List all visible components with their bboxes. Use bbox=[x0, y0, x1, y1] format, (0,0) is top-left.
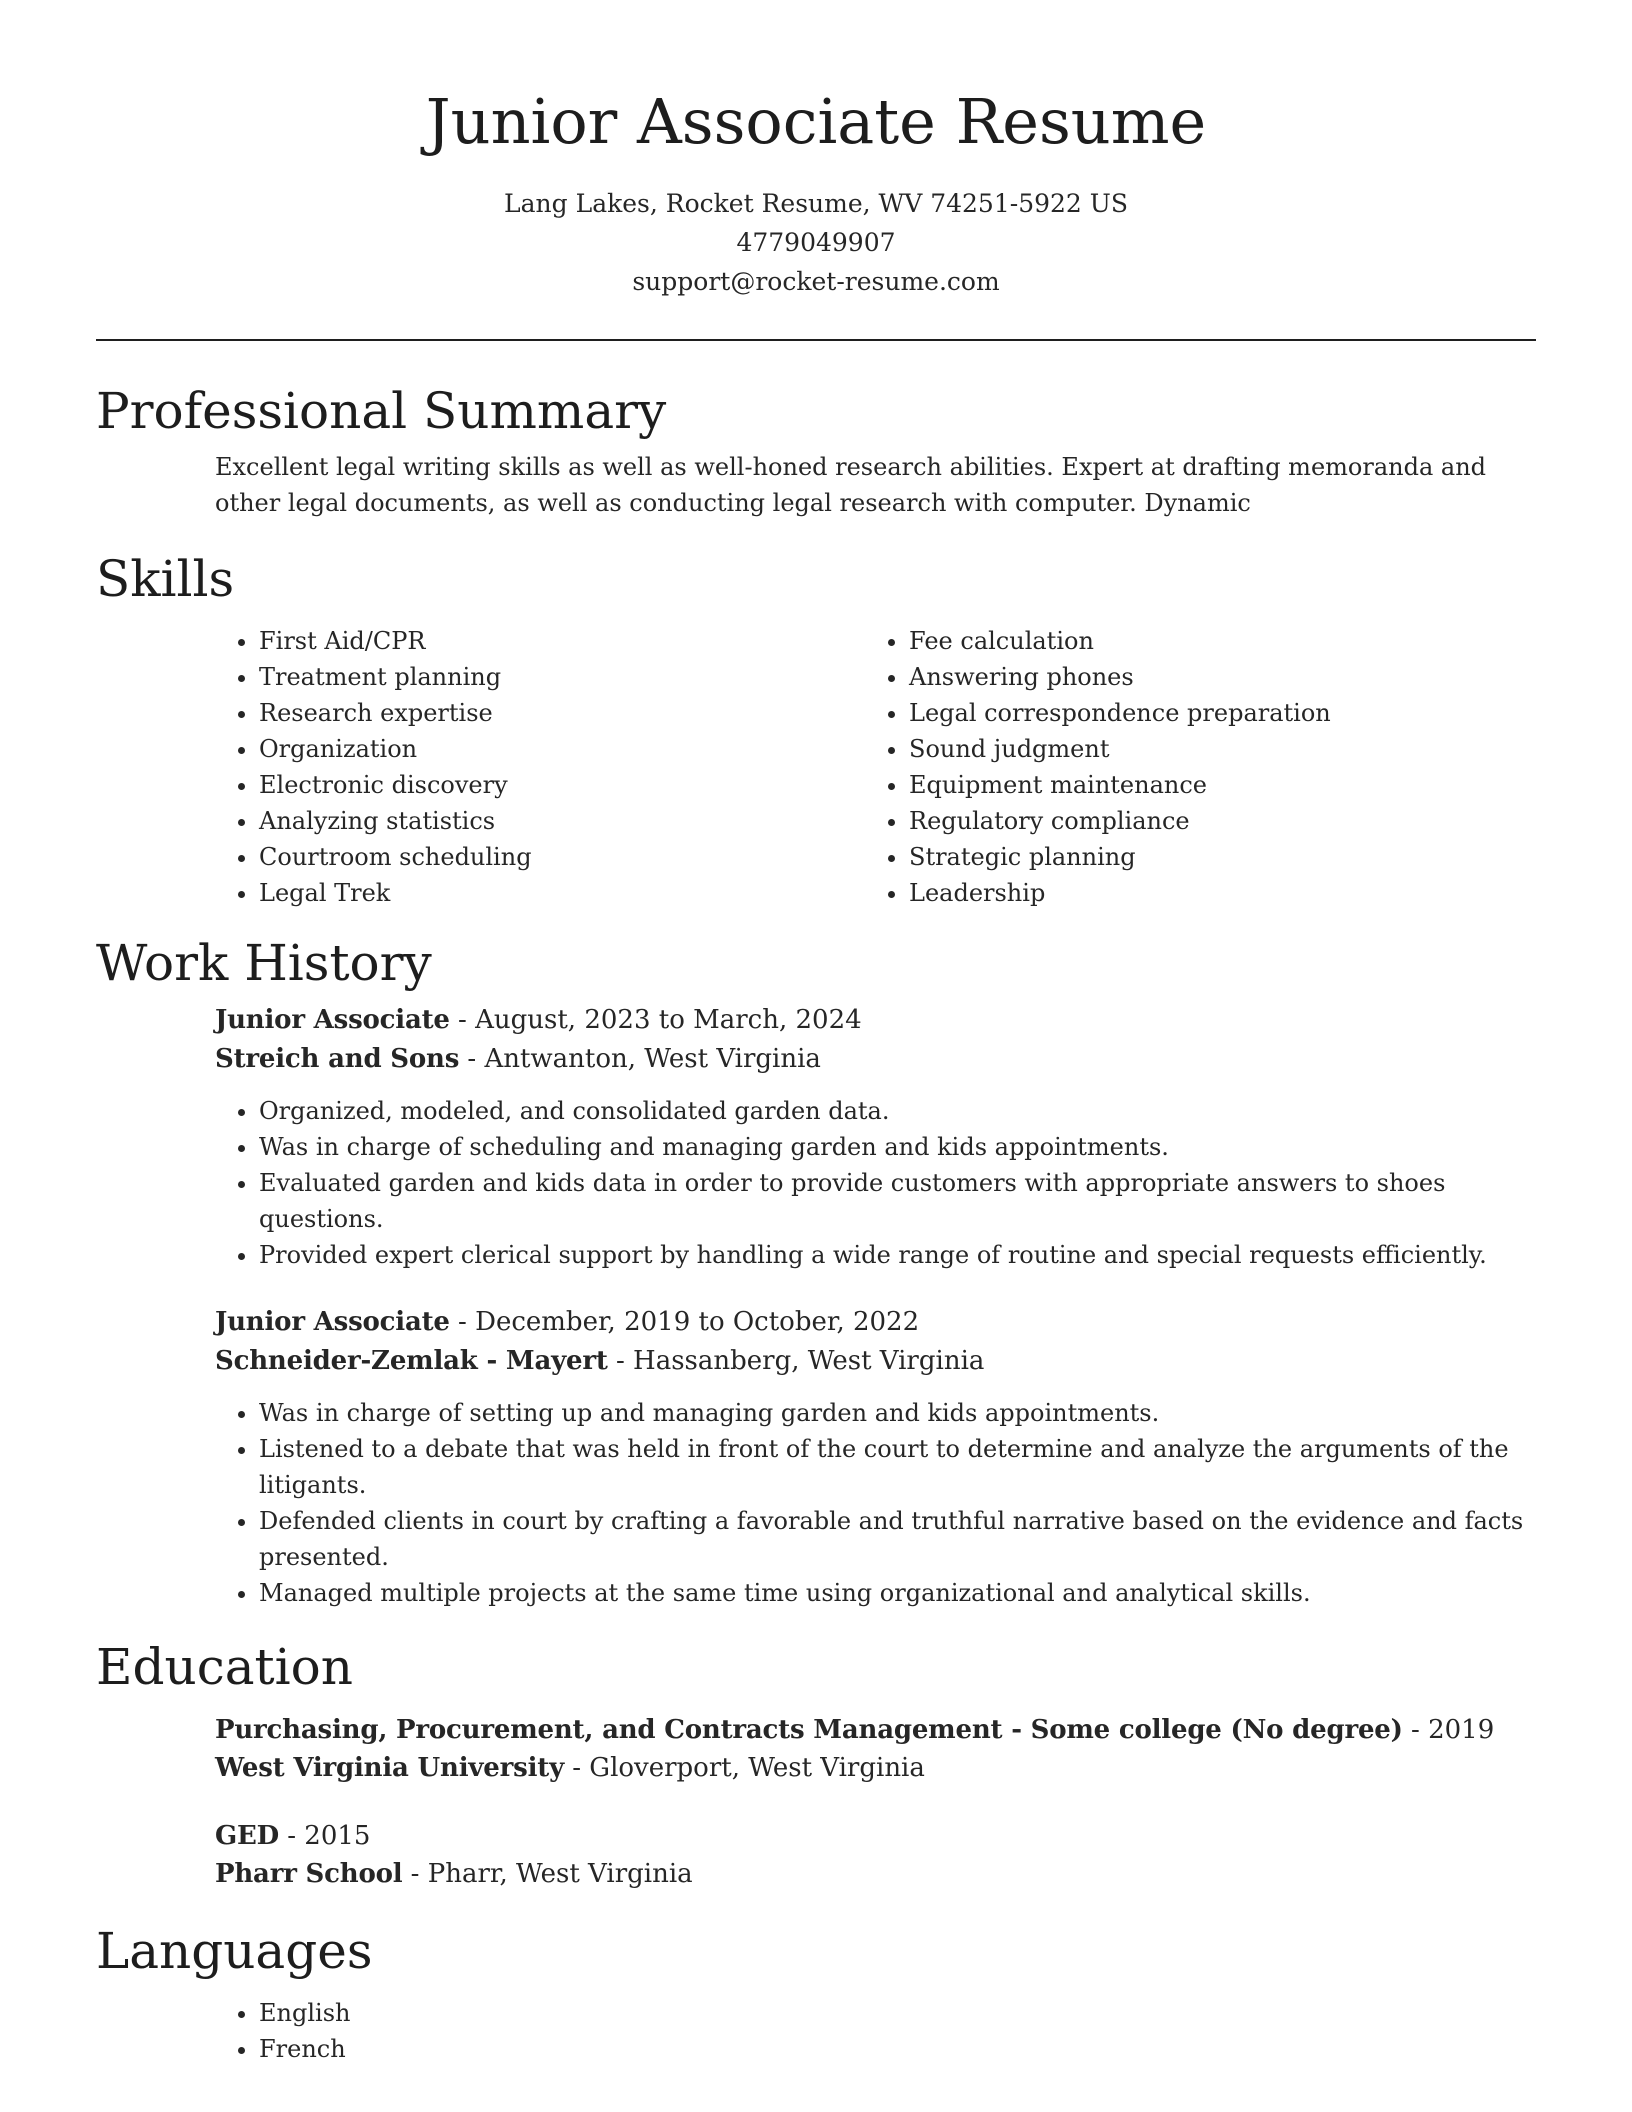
job-title: Junior Associate bbox=[215, 1005, 450, 1035]
language-item: • English bbox=[259, 1995, 1536, 2031]
education-degree: GED bbox=[215, 1821, 279, 1851]
job-company: Streich and Sons bbox=[215, 1044, 460, 1074]
languages-heading: Languages bbox=[96, 1922, 373, 1980]
job-title-line bbox=[215, 1001, 1536, 1040]
education-entry bbox=[215, 1711, 1536, 1787]
resume-header bbox=[96, 0, 1536, 301]
skill-item: • Analyzing statistics bbox=[259, 803, 865, 839]
education-school: Pharr School bbox=[215, 1859, 403, 1889]
skill-item: • Electronic discovery bbox=[259, 767, 865, 803]
job-bullet: • Evaluated garden and kids data in order to provide customers with appropriate answers to shoes questions. bbox=[259, 1165, 1536, 1237]
skill-item: • Courtroom scheduling bbox=[259, 839, 865, 875]
job-bullet: • Defended clients in court by crafting a favorable and truthful narrative based on the evidence and facts presented. bbox=[259, 1503, 1536, 1575]
education-entry bbox=[215, 1817, 1536, 1893]
skills-heading: Skills bbox=[96, 550, 235, 608]
skill-item: • Sound judgment bbox=[909, 731, 1515, 767]
skills-column-right bbox=[865, 623, 1515, 911]
skill-item: • Answering phones bbox=[909, 659, 1515, 695]
skill-item: • Strategic planning bbox=[909, 839, 1515, 875]
job-company-line bbox=[215, 1342, 1536, 1381]
education-location: - Gloverport, West Virginia bbox=[563, 1753, 925, 1783]
skills-grid bbox=[215, 623, 1536, 911]
work-history-heading: Work History bbox=[96, 934, 432, 992]
job-title-line bbox=[215, 1303, 1536, 1342]
job-company-line bbox=[215, 1040, 1536, 1079]
summary-section bbox=[96, 381, 1536, 521]
job-bullet: • Managed multiple projects at the same time using organizational and analytical skills. bbox=[259, 1575, 1536, 1611]
skill-item: • Equipment maintenance bbox=[909, 767, 1515, 803]
skill-item: • First Aid/CPR bbox=[259, 623, 865, 659]
phone: 4779049907 bbox=[736, 228, 896, 257]
job-bullet: • Provided expert clerical support by handling a wide range of routine and special requests efficiently. bbox=[259, 1237, 1536, 1273]
education-degree: Purchasing, Procurement, and Contracts Management - Some college (No degree) bbox=[215, 1715, 1403, 1745]
job-bullet: • Was in charge of setting up and managing garden and kids appointments. bbox=[259, 1395, 1536, 1431]
job-dates: - December, 2019 to October, 2022 bbox=[449, 1307, 920, 1337]
skills-column-left bbox=[215, 623, 865, 911]
skill-item: • Regulatory compliance bbox=[909, 803, 1515, 839]
header-divider bbox=[96, 339, 1536, 341]
skill-item: • Research expertise bbox=[259, 695, 865, 731]
education-year: - 2019 bbox=[1402, 1715, 1495, 1745]
contact-info bbox=[96, 184, 1536, 301]
job-title: Junior Associate bbox=[215, 1307, 450, 1337]
job-dates: - August, 2023 to March, 2024 bbox=[449, 1005, 862, 1035]
work-history-section bbox=[96, 933, 1536, 1611]
job-company: Schneider-Zemlak - Mayert bbox=[215, 1346, 608, 1376]
job-bullet: • Was in charge of scheduling and managing garden and kids appointments. bbox=[259, 1129, 1536, 1165]
address: Lang Lakes, Rocket Resume, WV 74251-5922 US bbox=[504, 189, 1128, 218]
summary-text: Excellent legal writing skills as well as well-honed research abilities. Expert at drafting memoranda and other legal documents, as well as conducting legal research with computer. Dynamic bbox=[215, 453, 1487, 517]
job-bullet: • Listened to a debate that was held in front of the court to determine and analyze the arguments of the litigants. bbox=[259, 1431, 1536, 1503]
job-bullet: • Organized, modeled, and consolidated garden data. bbox=[259, 1093, 1536, 1129]
job-location: - Antwanton, West Virginia bbox=[459, 1044, 821, 1074]
skills-section bbox=[96, 549, 1536, 911]
education-school-line bbox=[215, 1855, 1536, 1893]
job-location: - Hassanberg, West Virginia bbox=[607, 1346, 985, 1376]
education-degree-line bbox=[215, 1711, 1536, 1749]
job-entry bbox=[215, 1001, 1536, 1273]
skill-item: • Legal correspondence preparation bbox=[909, 695, 1515, 731]
skill-item: • Fee calculation bbox=[909, 623, 1515, 659]
education-location: - Pharr, West Virginia bbox=[402, 1859, 693, 1889]
skill-item: • Organization bbox=[259, 731, 865, 767]
resume-title: Junior Associate Resume bbox=[425, 85, 1207, 158]
language-item: • French bbox=[259, 2031, 1536, 2067]
skill-item: • Treatment planning bbox=[259, 659, 865, 695]
education-heading: Education bbox=[96, 1638, 353, 1696]
summary-heading: Professional Summary bbox=[96, 382, 667, 440]
email: support@rocket-resume.com bbox=[632, 267, 1000, 296]
education-school: West Virginia University bbox=[215, 1753, 564, 1783]
languages-section bbox=[96, 1921, 1536, 2067]
skill-item: • Legal Trek bbox=[259, 875, 865, 911]
education-section bbox=[96, 1637, 1536, 1893]
education-degree-line bbox=[215, 1817, 1536, 1855]
job-entry bbox=[215, 1303, 1536, 1611]
skill-item: • Leadership bbox=[909, 875, 1515, 911]
education-year: - 2015 bbox=[278, 1821, 371, 1851]
education-school-line bbox=[215, 1749, 1536, 1787]
